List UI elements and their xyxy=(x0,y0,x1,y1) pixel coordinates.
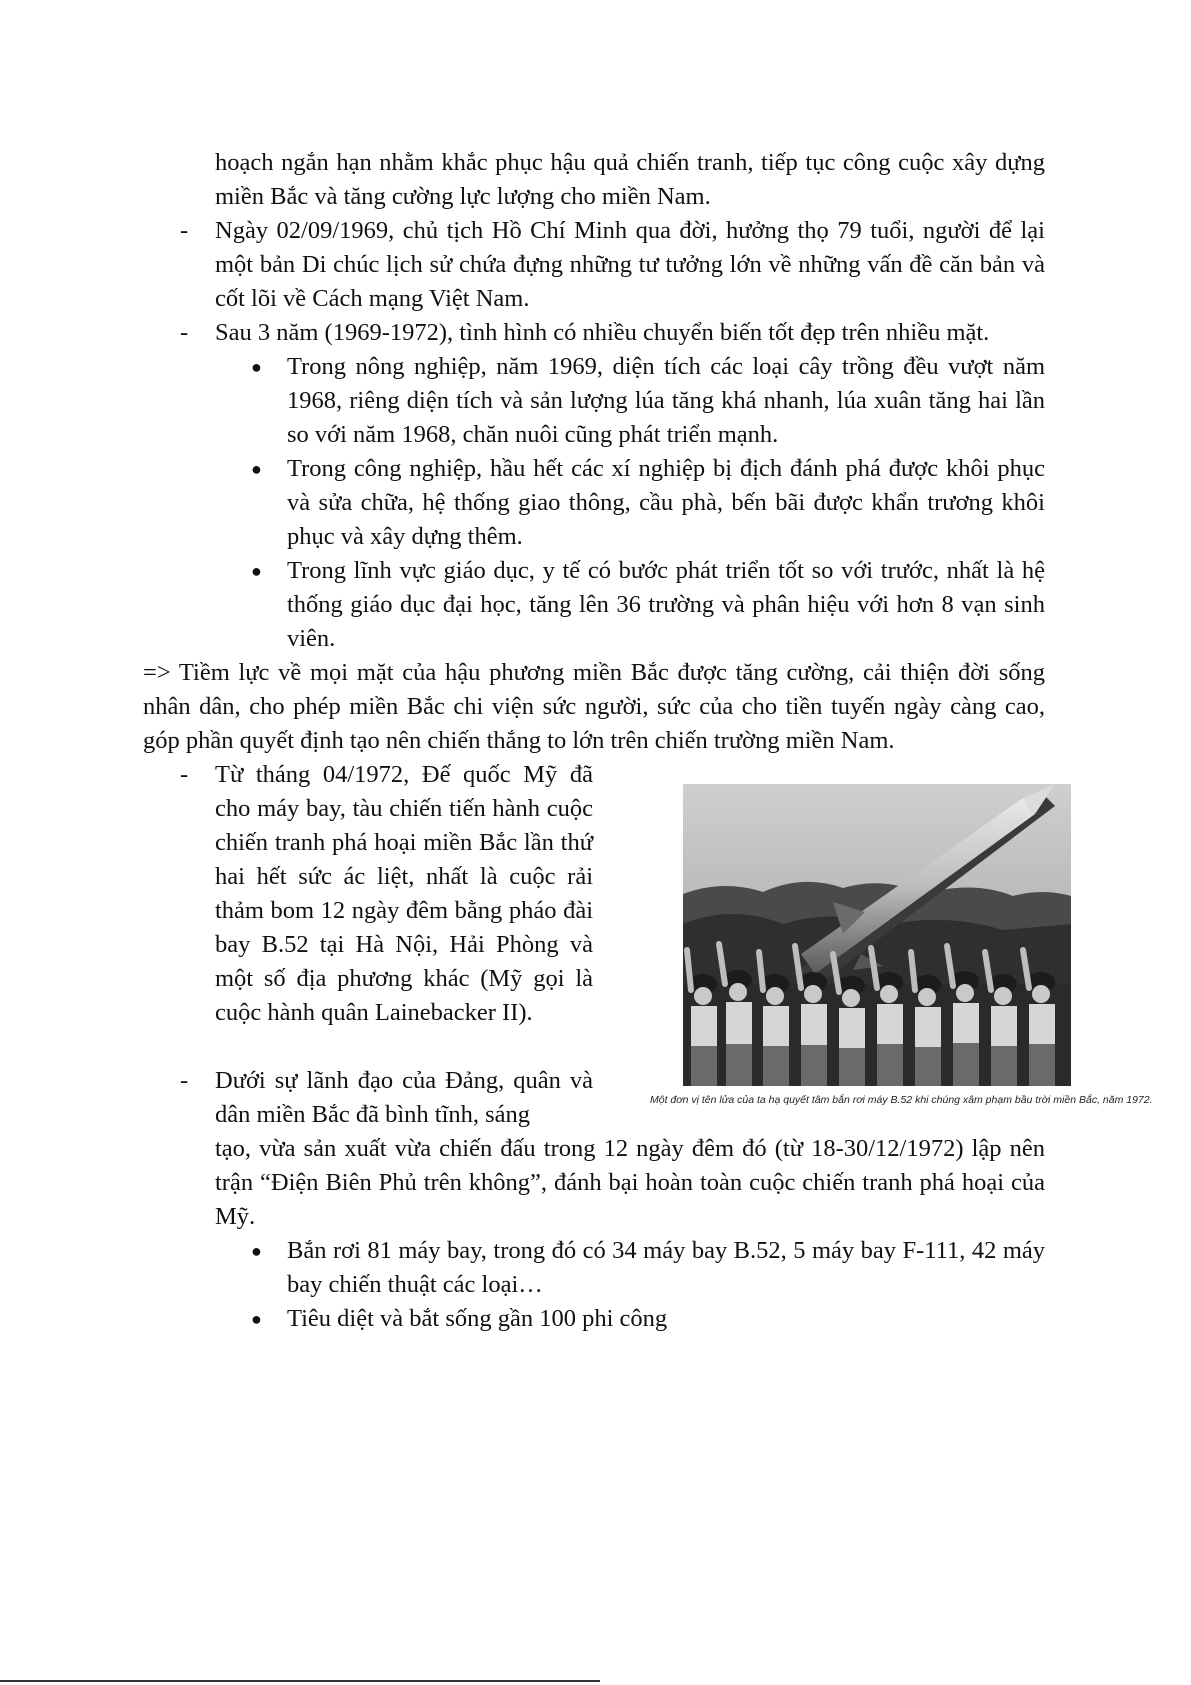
dash-marker: - xyxy=(180,217,189,244)
dash-marker: - xyxy=(180,761,189,788)
bullet-aircraft-downed: Bắn rơi 81 máy bay, trong đó có 34 máy bay B.52, 5 máy bay F-111, 42 máy bay chiến thuật các loại… xyxy=(287,1237,1045,1298)
paragraph-continuation: hoạch ngắn hạn nhằm khắc phục hậu quả chiến tranh, tiếp tục công cuộc xây dựng miền Bắc và tăng cường lực lượng cho miền Nam. xyxy=(215,149,1045,210)
bullet-marker: ● xyxy=(251,357,262,377)
bullet-marker: ● xyxy=(251,459,262,479)
bullet-agriculture: Trong nông nghiệp, năm 1969, diện tích các loại cây trồng đều vượt năm 1968, riêng diện tích và sản lượng lúa tăng khá nhanh, lúa xuân tăng hai lần so với năm 1968, chăn nuôi cũng phát triển mạnh. xyxy=(287,353,1045,448)
bullet-education: Trong lĩnh vực giáo dục, y tế có bước phát triển tốt so với trước, nhất là hệ thống giáo dục đại học, tăng lên 36 trường và phân hiệu với hơn 8 vạn sinh viên. xyxy=(287,557,1045,652)
paragraph-leadership-start: Dưới sự lãnh đạo của Đảng, quân và dân miền Bắc đã bình tĩnh, sáng xyxy=(215,1067,593,1128)
conclusion-paragraph: => Tiềm lực về mọi mặt của hậu phương miền Bắc được tăng cường, cải thiện đời sống nhân dân, cho phép miền Bắc chi viện sức người, sức của cho tiền tuyến ngày càng cao, góp phần quyết định tạo nên chiến thắng to lớn trên chiến trường miền Nam. xyxy=(143,659,1045,754)
dash-marker: - xyxy=(180,1067,189,1094)
bullet-marker: ● xyxy=(251,561,262,581)
photo-caption: Một đơn vị tên lửa của ta hạ quyết tâm bắn rơi máy B.52 khi chúng xâm phạm bầu trời miền Bắc, năm 1972. xyxy=(650,1094,1153,1106)
bullet-pilots: Tiêu diệt và bắt sống gần 100 phi công xyxy=(287,1305,668,1332)
dash-marker: - xyxy=(180,319,189,346)
footer-divider xyxy=(0,1680,600,1682)
paragraph-april-1972: Từ tháng 04/1972, Đế quốc Mỹ đã cho máy bay, tàu chiến tiến hành cuộc chiến tranh phá hoại miền Bắc lần thứ hai hết sức ác liệt, nhất là cuộc rải thảm bom 12 ngày đêm bằng pháo đài bay B.52 tại Hà Nội, Hải Phòng và một số địa phương khác (Mỹ gọi là cuộc hành quân Lainebacker II). xyxy=(215,761,593,1026)
missile-unit-photo xyxy=(683,784,1071,1086)
bullet-industry: Trong công nghiệp, hầu hết các xí nghiệp bị địch đánh phá được khôi phục và sửa chữa, hệ thống giao thông, cầu phà, bến bãi được khẩn trương khôi phục và xây dựng thêm. xyxy=(287,455,1045,550)
bullet-marker: ● xyxy=(251,1241,262,1261)
paragraph-ho-chi-minh: Ngày 02/09/1969, chủ tịch Hồ Chí Minh qua đời, hưởng thọ 79 tuổi, người để lại một bản Di chúc lịch sử chứa đựng những tư tưởng lớn về những vấn đề căn bản và cốt lõi về Cách mạng Việt Nam. xyxy=(215,217,1045,312)
paragraph-leadership-cont: tạo, vừa sản xuất vừa chiến đấu trong 12 ngày đêm đó (từ 18-30/12/1972) lập nên trận “Điện Biên Phủ trên không”, đánh bại hoàn toàn cuộc chiến tranh phá hoại của Mỹ. xyxy=(215,1135,1045,1230)
bullet-marker: ● xyxy=(251,1309,262,1329)
paragraph-three-years: Sau 3 năm (1969-1972), tình hình có nhiều chuyển biến tốt đẹp trên nhiều mặt. xyxy=(215,319,990,346)
